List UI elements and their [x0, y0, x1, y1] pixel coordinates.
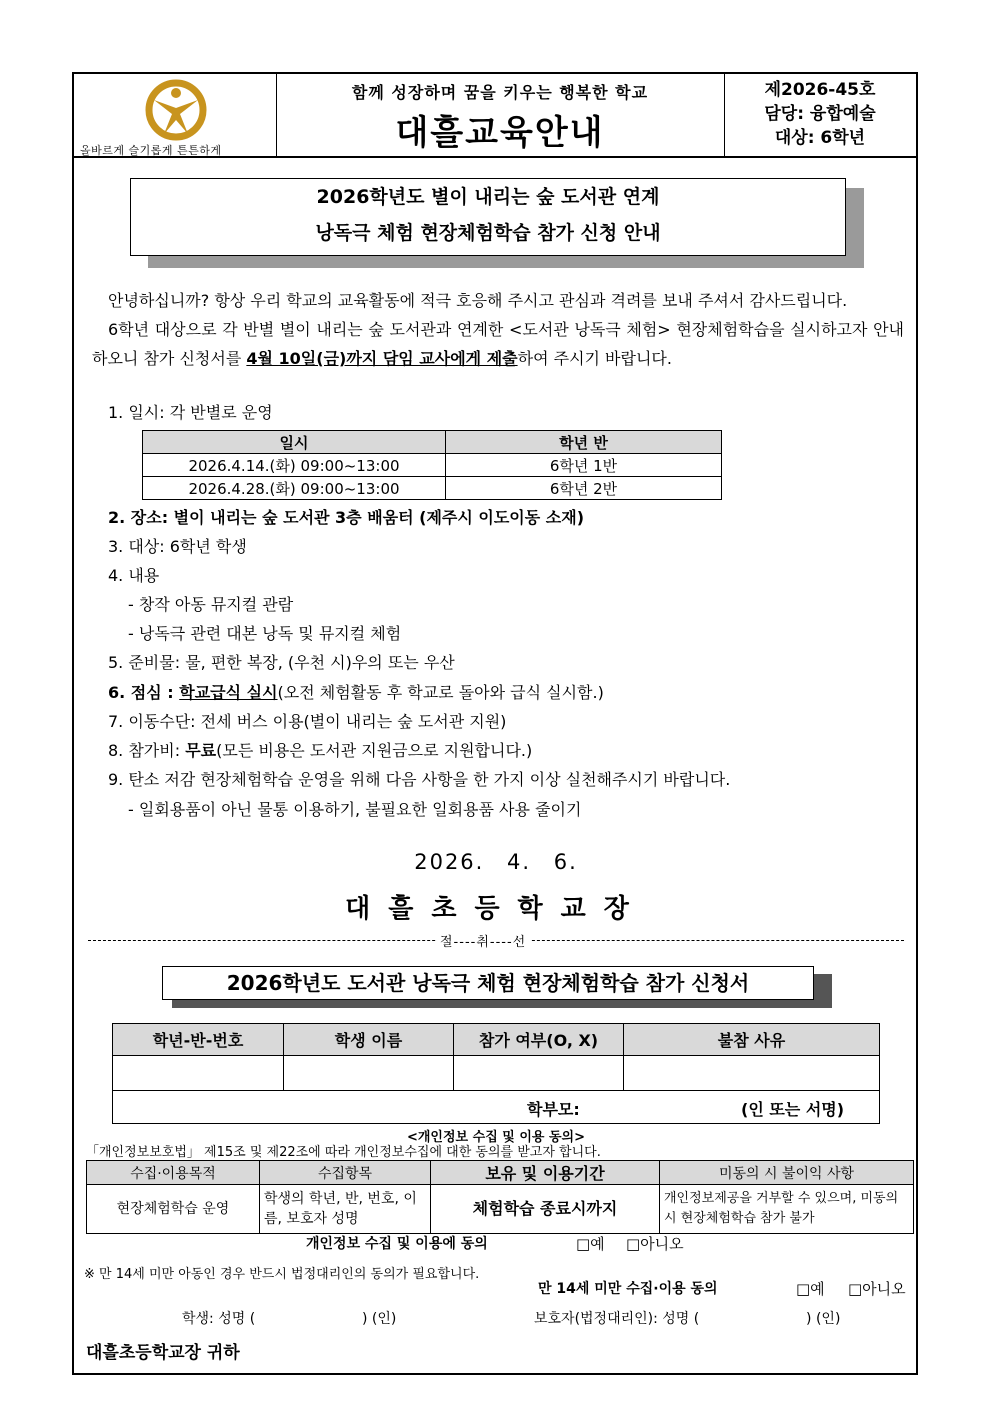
schedule-header-date: 일시: [143, 431, 446, 454]
item-6: [108, 680, 604, 703]
item-3: 3. 대상: 6학년 학생: [108, 537, 247, 556]
intro-paragraph-1: 안녕하십니까? 항상 우리 학교의 교육활동에 적극 호응해 주시고 관심과 격려를 보내 주셔서 감사드립니다.: [108, 291, 848, 310]
item-9: 9. 탄소 저감 현장체험학습 운영을 위해 다음 사항을 한 가지 이상 실천해주시기 바랍니다.: [108, 770, 731, 789]
item-8: [108, 738, 532, 761]
guardian-signature-line[interactable]: 보호자(법정대리인): 성명 ( ) (인): [534, 1311, 841, 1327]
parent-sign-note: (인 또는 서명): [741, 1100, 845, 1119]
form-header-name: 학생 이름: [284, 1024, 454, 1056]
application-table: [112, 1023, 880, 1091]
item-8-rest: (모든 비용은 도서관 지원금으로 지원합니다.): [216, 741, 533, 760]
privacy-heading: <개인정보 수집 및 이용 동의>: [406, 1130, 586, 1145]
privacy-cell-purpose: 현장체험학습 운영: [87, 1185, 260, 1234]
privacy-cell-period: 체험학습 종료시까지: [431, 1185, 660, 1234]
notice-title-box: [130, 178, 846, 256]
item-6-bold: 학교급식 실시: [179, 683, 278, 702]
item-4: 4. 내용: [108, 566, 160, 585]
notice-title-line2: 낭독극 체험 현장체험학습 참가 신청 안내: [315, 222, 661, 244]
notice-title-line1: 2026학년도 별이 내리는 숲 도서관 연계: [316, 186, 660, 208]
item-2: 2. 장소: 별이 내리는 숲 도서관 3층 배움터 (제주시 이도이동 소재): [108, 508, 585, 527]
student-signature-line[interactable]: 학생: 성명 ( ) (인): [182, 1311, 397, 1327]
privacy-cell-items: 학생의 학년, 반, 번호, 이름, 보호자 성명: [260, 1185, 431, 1234]
student-name-field[interactable]: [284, 1056, 454, 1091]
form-header-attendance: 참가 여부(O, X): [454, 1024, 624, 1056]
form-header-number: 학년-반-번호: [113, 1024, 284, 1056]
item-8-bold: 무료: [185, 741, 217, 760]
schedule-cell: 6학년 2반: [446, 477, 722, 500]
schedule-cell: 2026.4.28.(화) 09:00~13:00: [143, 477, 446, 500]
intro-p2-end: 하여 주시기 바랍니다.: [517, 349, 672, 368]
privacy-table: [86, 1160, 914, 1234]
consent-label: 개인정보 수집 및 이용에 동의: [306, 1236, 488, 1252]
table-row: [113, 1056, 880, 1091]
school-slogan: 함께 성장하며 꿈을 키우는 행복한 학교: [351, 83, 649, 102]
form-header-reason: 불참 사유: [624, 1024, 880, 1056]
issue-date: 2026. 4. 6.: [414, 850, 578, 874]
item-7: 7. 이동수단: 전세 버스 이용(별이 내리는 숲 도서관 지원): [108, 712, 507, 731]
grade-class-number-field[interactable]: [113, 1056, 284, 1091]
item-9a: - 일회용품이 아닌 물통 이용하기, 불필요한 일회용품 사용 줄이기: [128, 800, 582, 819]
school-logo-cell: [72, 72, 277, 156]
consent-no-checkbox[interactable]: □아니오: [626, 1235, 684, 1253]
item-1: 1. 일시: 각 반별로 운영: [108, 403, 273, 422]
form-title: 2026학년도 도서관 낭독극 체험 현장체험학습 참가 신청서: [162, 966, 814, 1000]
consent-yes-checkbox[interactable]: □예: [576, 1235, 605, 1253]
principal-signer: 대흘초등학교장: [345, 894, 647, 924]
absence-reason-field[interactable]: [624, 1056, 880, 1091]
schedule-cell: 2026.4.14.(화) 09:00~13:00: [143, 454, 446, 477]
footer-recipient: 대흘초등학교장 귀하: [86, 1343, 240, 1363]
item-6-label: 6. 점심 :: [108, 683, 180, 702]
attendance-field[interactable]: [454, 1056, 624, 1091]
target: 대상: 6학년: [774, 128, 866, 148]
item-4a: - 창작 아동 뮤지컬 관람: [128, 595, 294, 614]
manager: 담당: 융합예술: [764, 104, 876, 124]
doc-number: 제2026-45호: [764, 80, 876, 100]
item-6-rest: (오전 체험활동 후 학교로 돌아와 급식 실시함.): [277, 683, 604, 702]
schedule-table: [142, 430, 722, 500]
privacy-header-items: 수집항목: [260, 1161, 431, 1185]
schedule-header-class: 학년 반: [446, 431, 722, 454]
parent-signature-row[interactable]: [112, 1090, 880, 1124]
under14-no-checkbox[interactable]: □아니오: [848, 1280, 906, 1298]
newsletter-title: 대흘교육안내: [395, 113, 605, 153]
item-8-label: 8. 참가비:: [108, 741, 186, 760]
intro-text: [92, 286, 904, 373]
table-row: [143, 454, 722, 477]
privacy-cell-disadvantage: 개인정보제공을 거부할 수 있으며, 미동의 시 현장체험학습 참가 불가: [660, 1185, 914, 1234]
header-title-cell: [276, 72, 725, 156]
item-5: 5. 준비물: 물, 편한 복장, (우천 시)우의 또는 우산: [108, 653, 455, 672]
cut-label: 절----취----선: [436, 931, 530, 950]
school-motto: 올바르게 슬기롭게 튼튼하게: [80, 144, 222, 157]
table-row: [87, 1185, 914, 1234]
intro-p2-text: 6학년 대상으로 각 반별 별이 내리는 숲 도서관과 연계한 <도서관 낭독극 체험> 현장체험학습을 실시하고자 안내하오니 참가 신청서를: [92, 320, 904, 368]
header-info-cell: [724, 72, 916, 156]
intro-paragraph-2: [92, 315, 904, 373]
under14-yes-checkbox[interactable]: □예: [796, 1280, 825, 1298]
item-4b: - 낭독극 관련 대본 낭독 및 뮤지컬 체험: [128, 624, 402, 643]
privacy-header-disadvantage: 미동의 시 불이익 사항: [660, 1161, 914, 1185]
schedule-cell: 6학년 1반: [446, 454, 722, 477]
document-header: [72, 72, 918, 158]
privacy-header-purpose: 수집·이용목적: [87, 1161, 260, 1185]
parent-label: 학부모:: [527, 1100, 580, 1119]
deadline-text: 4월 10일(금)까지 담임 교사에게 제출: [246, 349, 518, 368]
privacy-law-text: 「개인정보보호법」 제15조 및 제22조에 따라 개인정보수집에 대한 동의를 받고자 합니다.: [86, 1145, 601, 1160]
table-row: [143, 477, 722, 500]
under14-note: ※ 만 14세 미만 아동인 경우 반드시 법정대리인의 동의가 필요합니다.: [84, 1267, 480, 1282]
under14-label: 만 14세 미만 수집·이용 동의: [538, 1281, 718, 1297]
school-emblem-icon: [144, 78, 208, 142]
privacy-header-period: 보유 및 이용기간: [431, 1161, 660, 1185]
